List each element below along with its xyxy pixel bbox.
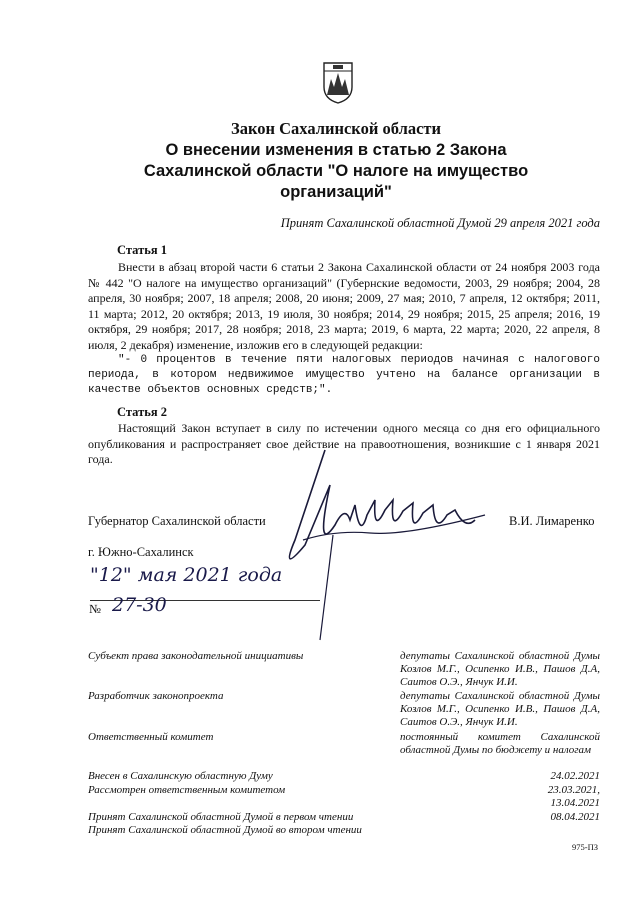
date-label-first-reading: Принят Сахалинской областной Думой в первом чтении xyxy=(88,811,354,823)
meta-value-committee: постоянный комитет Сахалинской областной Думы по бюджету и налогам xyxy=(400,731,600,756)
meta-label-initiative: Субъект права законодательной инициативы xyxy=(88,650,304,662)
article-1-quote: "- 0 процентов в течение пяти налоговых периодов начиная с налогового периода, в котором недвижимое имущество учтено на балансе организации в качестве объектов основных средств;". xyxy=(88,354,600,396)
document-title xyxy=(80,118,592,203)
article-1-heading: Статья 1 xyxy=(117,243,167,257)
governor-name: В.И. Лимаренко xyxy=(509,514,595,528)
date-value-first-reading: 08.04.2021 xyxy=(550,811,600,823)
meta-label-committee: Ответственный комитет xyxy=(88,731,214,743)
title-line-4: организаций" xyxy=(280,183,392,201)
handwritten-signature xyxy=(275,445,495,645)
coat-of-arms-icon xyxy=(321,57,355,105)
meta-value-developer: депутаты Сахалинской областной Думы Козлов М.Г., Осипенко И.В., Пашов Д.А, Саитов О.Э., Янчук И.И. xyxy=(400,690,600,728)
date-label-second-reading: Принят Сахалинской областной Думой во втором чтении xyxy=(88,824,362,836)
meta-label-developer: Разработчик законопроекта xyxy=(88,690,224,702)
article-1-body xyxy=(88,260,600,398)
article-1-text: Внести в абзац второй части 6 статьи 2 Закона Сахалинской области от 24 ноября 2003 года № 442 "О налоге на имущество организаций" (Губернские ведомости, 2003, 29 ноября; 2004, 28 апреля, 30 ноября; 2007, 18 апреля; 2008, 20 июня; 2009, 27 мая; 2010, 7 апреля, 12 октября; 2011, 11 марта; 2012, 20 октября; 2013, 19 июля, 30 ноября; 2014, 29 ноября; 2015, 25 апреля; 2016, 19 октября, 29 ноября; 2017, 28 ноября; 2018, 23 марта; 2019, 6 марта, 22 марта; 2020, 22 апреля, 8 июля, 2 декабря) изменение, изложив его в следующей редакции: xyxy=(88,260,600,352)
date-value-committee-2: 13.04.2021 xyxy=(550,797,600,809)
date-value-committee-1: 23.03.2021, xyxy=(547,784,600,796)
date-label-committee: Рассмотрен ответственным комитетом xyxy=(88,784,286,796)
title-line-3: Сахалинской области "О налоге на имущество xyxy=(143,162,529,180)
adoption-note: Принят Сахалинской областной Думой 29 апреля 2021 года xyxy=(280,216,600,230)
article-2-heading: Статья 2 xyxy=(117,405,167,419)
article-2-text: Настоящий Закон вступает в силу по истечении одного месяца со дня его официального опубликования и распространяет свое действие на правоотношения, возникшие с 1 января 2021 года. xyxy=(88,421,600,466)
date-value-submitted: 24.02.2021 xyxy=(550,770,600,782)
title-line-1: Закон Сахалинской области xyxy=(230,119,442,138)
date-label-submitted: Внесен в Сахалинскую областную Думу xyxy=(88,770,273,782)
city: г. Южно-Сахалинск xyxy=(88,545,194,559)
document-code: 975-ПЗ xyxy=(572,842,598,852)
handwritten-date: "12" мая 2021 года xyxy=(90,564,283,586)
meta-value-initiative: депутаты Сахалинской областной Думы Козлов М.Г., Осипенко И.В., Пашов Д.А, Саитов О.Э., Янчук И.И. xyxy=(400,650,600,688)
number-label: № xyxy=(89,602,101,616)
handwritten-number: 27-30 xyxy=(112,594,167,616)
title-line-2: О внесении изменения в статью 2 Закона xyxy=(165,141,507,159)
governor-position: Губернатор Сахалинской области xyxy=(88,514,266,528)
